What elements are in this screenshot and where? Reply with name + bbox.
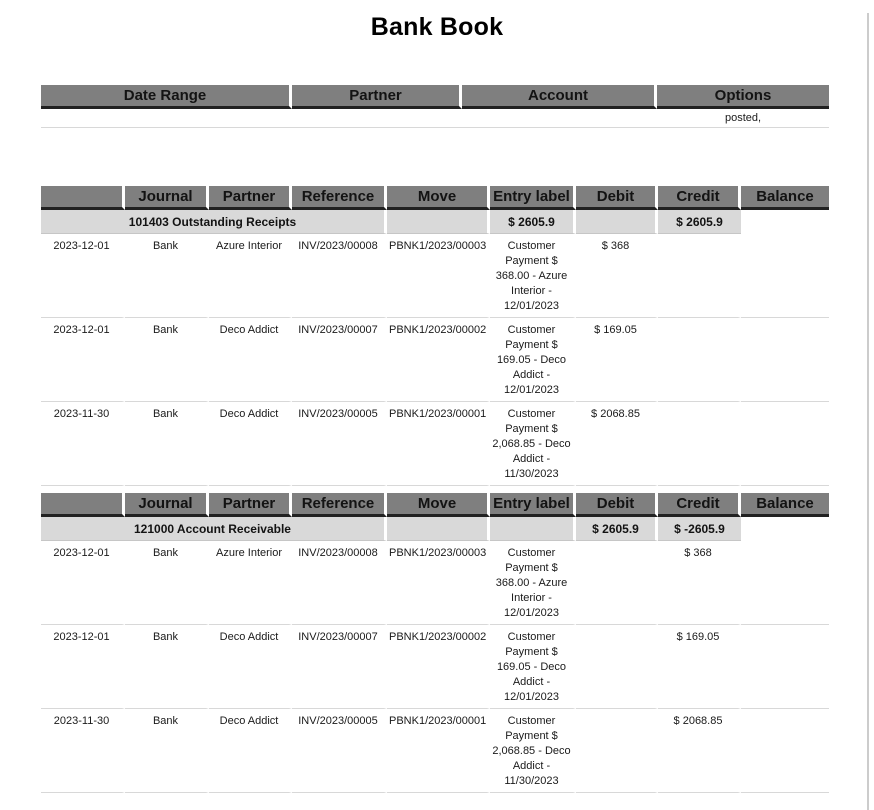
cell-entry-label: Customer Payment $ 368.00 - Azure Interior - 12/01/2023 (490, 541, 576, 625)
cell-date: 2023-12-01 (41, 541, 125, 625)
bank-book-table-outstanding-receipts (41, 186, 829, 486)
cell-credit (658, 234, 741, 318)
filter-date-range-value (41, 109, 292, 128)
header-credit: Credit (658, 493, 741, 517)
table-row (41, 402, 829, 486)
cell-balance (741, 625, 829, 709)
cell-debit (576, 625, 658, 709)
table-header-row (41, 186, 829, 210)
header-journal: Journal (125, 186, 209, 210)
cell-debit: $ 2068.85 (576, 402, 658, 486)
header-balance: Balance (741, 186, 829, 210)
cell-date: 2023-12-01 (41, 625, 125, 709)
table-row (41, 541, 829, 625)
filter-partner-value (292, 109, 462, 128)
cell-move: PBNK1/2023/00003 (387, 541, 490, 625)
section-total-credit (576, 210, 658, 234)
section-total-debit: $ 2605.9 (490, 210, 576, 234)
cell-date: 2023-12-01 (41, 318, 125, 402)
cell-entry-label: Customer Payment $ 169.05 - Deco Addict - 12/01/2023 (490, 625, 576, 709)
header-reference: Reference (292, 493, 387, 517)
filter-options-value: posted, (657, 109, 829, 128)
header-debit: Debit (576, 493, 658, 517)
cell-move: PBNK1/2023/00002 (387, 625, 490, 709)
header-entry-label: Entry label (490, 493, 576, 517)
cell-reference: INV/2023/00007 (292, 318, 387, 402)
cell-move: PBNK1/2023/00002 (387, 318, 490, 402)
cell-move: PBNK1/2023/00001 (387, 402, 490, 486)
table-row (41, 709, 829, 793)
table-row (41, 318, 829, 402)
bank-book-table-account-receivable (41, 493, 829, 793)
header-debit: Debit (576, 186, 658, 210)
header-journal: Journal (125, 493, 209, 517)
cell-credit (658, 318, 741, 402)
cell-balance (741, 234, 829, 318)
account-section-label: 121000 Account Receivable (41, 517, 387, 541)
cell-credit: $ 169.05 (658, 625, 741, 709)
section-total-credit: $ 2605.9 (576, 517, 658, 541)
filters-header-account: Account (462, 85, 657, 109)
section-total-balance: $ 2605.9 (658, 210, 741, 234)
header-move: Move (387, 493, 490, 517)
cell-balance (741, 318, 829, 402)
section-total-debit (490, 517, 576, 541)
account-section-row (41, 210, 829, 234)
report-content (41, 85, 829, 793)
header-move: Move (387, 186, 490, 210)
cell-reference: INV/2023/00008 (292, 541, 387, 625)
filters-table (41, 85, 829, 128)
page-title: Bank Book (370, 13, 504, 41)
cell-entry-label: Customer Payment $ 368.00 - Azure Interior - 12/01/2023 (490, 234, 576, 318)
cell-journal: Bank (125, 318, 209, 402)
right-edge-divider (867, 13, 869, 810)
filters-header-date-range: Date Range (41, 85, 292, 109)
section-entry-label-blank (387, 210, 490, 234)
table-header-row (41, 493, 829, 517)
cell-balance (741, 709, 829, 793)
cell-entry-label: Customer Payment $ 2,068.85 - Deco Addict - 11/30/2023 (490, 402, 576, 486)
cell-journal: Bank (125, 709, 209, 793)
header-balance: Balance (741, 493, 829, 517)
cell-debit: $ 169.05 (576, 318, 658, 402)
cell-entry-label: Customer Payment $ 2,068.85 - Deco Addict - 11/30/2023 (490, 709, 576, 793)
cell-debit (576, 709, 658, 793)
cell-date: 2023-11-30 (41, 709, 125, 793)
cell-reference: INV/2023/00005 (292, 402, 387, 486)
cell-credit: $ 2068.85 (658, 709, 741, 793)
table-row (41, 234, 829, 318)
cell-entry-label: Customer Payment $ 169.05 - Deco Addict - 12/01/2023 (490, 318, 576, 402)
filters-header-partner: Partner (292, 85, 462, 109)
cell-credit: $ 368 (658, 541, 741, 625)
cell-partner: Deco Addict (209, 625, 292, 709)
header-credit: Credit (658, 186, 741, 210)
cell-reference: INV/2023/00007 (292, 625, 387, 709)
cell-journal: Bank (125, 541, 209, 625)
cell-debit: $ 368 (576, 234, 658, 318)
cell-partner: Azure Interior (209, 541, 292, 625)
cell-date: 2023-11-30 (41, 402, 125, 486)
section-entry-label-blank (387, 517, 490, 541)
cell-reference: INV/2023/00008 (292, 234, 387, 318)
header-reference: Reference (292, 186, 387, 210)
table-row (41, 625, 829, 709)
account-section-row (41, 517, 829, 541)
cell-credit (658, 402, 741, 486)
cell-move: PBNK1/2023/00003 (387, 234, 490, 318)
account-section-label: 101403 Outstanding Receipts (41, 210, 387, 234)
cell-debit (576, 541, 658, 625)
cell-move: PBNK1/2023/00001 (387, 709, 490, 793)
header-partner: Partner (209, 186, 292, 210)
cell-balance (741, 402, 829, 486)
cell-journal: Bank (125, 625, 209, 709)
cell-partner: Deco Addict (209, 709, 292, 793)
cell-partner: Deco Addict (209, 402, 292, 486)
section-total-balance: $ -2605.9 (658, 517, 741, 541)
header-blank (41, 186, 125, 210)
cell-journal: Bank (125, 234, 209, 318)
filter-account-value (462, 109, 657, 128)
header-partner: Partner (209, 493, 292, 517)
cell-partner: Deco Addict (209, 318, 292, 402)
header-blank (41, 493, 125, 517)
header-entry-label: Entry label (490, 186, 576, 210)
cell-balance (741, 541, 829, 625)
cell-partner: Azure Interior (209, 234, 292, 318)
filters-values-row (41, 109, 829, 128)
cell-reference: INV/2023/00005 (292, 709, 387, 793)
cell-date: 2023-12-01 (41, 234, 125, 318)
filters-header-row (41, 85, 829, 109)
cell-journal: Bank (125, 402, 209, 486)
filters-header-options: Options (657, 85, 829, 109)
